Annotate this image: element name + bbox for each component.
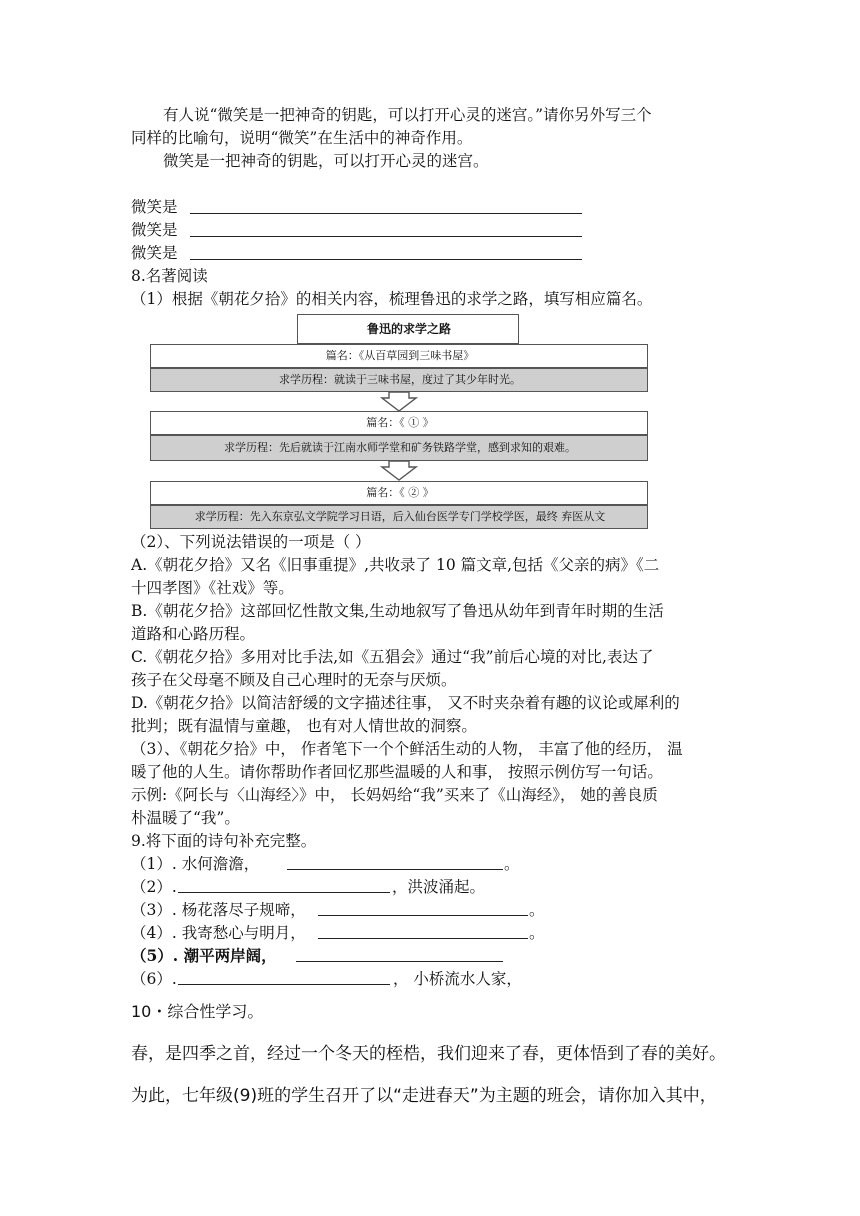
q9-line6-suffix: ， 小桥流水人家， <box>393 970 522 988</box>
down-arrow-icon <box>380 461 418 481</box>
q8-example-line2: 朴温暖了“我”。 <box>131 809 240 827</box>
q9-line5-prefix: （5）. 潮平两岸阔， <box>131 946 277 965</box>
fill-label-1: 微笑是 <box>131 198 178 216</box>
fill-blank-3[interactable] <box>190 259 582 260</box>
q9-line2-blank[interactable] <box>178 892 390 893</box>
study-path-flowchart <box>148 312 650 530</box>
q10-title: 10・综合性学习。 <box>131 1002 264 1021</box>
intro-example: 微笑是一把神奇的钥匙，可以打开心灵的迷宫。 <box>163 152 489 170</box>
flow-step2-title: 篇名：《 ① 》 <box>366 416 434 429</box>
q9-line2-suffix: ，洪波涌起。 <box>392 878 486 896</box>
q9-line3-blank[interactable] <box>318 915 528 916</box>
q9-line3-prefix: （3）. 杨花落尽子规啼， <box>131 901 306 919</box>
q8-title: 8.名著阅读 <box>131 267 208 285</box>
flow-step3-title: 篇名：《 ② 》 <box>366 486 434 499</box>
q8-example-line1: 示例:《阿长与〈山海经〉》中， 长妈妈给“我”买来了《山海经》， 她的善良质 <box>131 786 658 804</box>
flow-step2-desc: 求学历程：先后就读于江南水师学堂和矿务铁路学堂，感到求知的艰难。 <box>224 441 576 454</box>
q9-line1-blank[interactable] <box>287 869 503 870</box>
q9-title: 9.将下面的诗句补充完整。 <box>131 832 317 850</box>
fill-blank-2[interactable] <box>190 236 582 237</box>
q9-line2-prefix: （2）. <box>131 878 177 896</box>
flow-step1-desc: 求学历程：就读于三味书屋，度过了其少年时光。 <box>279 373 521 386</box>
q8-part1: （1）根据《朝花夕拾》的相关内容，梳理鲁迅的求学之路，填写相应篇名。 <box>131 290 653 308</box>
q8-option-c-line1: C.《朝花夕拾》多用对比手法,如《五猖会》通过“我”前后心境的对比,表达了 <box>131 648 654 666</box>
intro-line-1: 有人说“微笑是一把神奇的钥匙，可以打开心灵的迷宫。”请你另外写三个 <box>163 106 652 124</box>
q8-part2: （2）、下列说法错误的一项是（ ） <box>131 533 371 551</box>
flow-step1-title-box <box>150 344 648 368</box>
fill-label-2: 微笑是 <box>131 221 178 239</box>
q9-line4-suffix: 。 <box>529 924 545 942</box>
flow-header: 鲁迅的求学之路 <box>366 322 451 336</box>
fill-blank-1[interactable] <box>190 213 582 214</box>
q9-line1-prefix: （1）. 水何澹澹， <box>131 855 260 873</box>
q9-line3-suffix: 。 <box>529 901 545 919</box>
flow-step1-title: 篇名：《从百草园到三味书屋》 <box>325 349 475 362</box>
q9-line4-blank[interactable] <box>318 938 528 939</box>
q9-line6-prefix: （6）. <box>131 970 177 988</box>
q9-line5-blank[interactable] <box>296 961 503 962</box>
intro-line-2: 同样的比喻句，说明“微笑”在生活中的神奇作用。 <box>131 129 473 147</box>
flow-header-box <box>297 314 519 344</box>
fill-label-3: 微笑是 <box>131 244 178 262</box>
flow-step3-desc: 求学历程：先入东京弘文学院学习日语，后入仙台医学专门学校学医，最终 弃医从文 <box>194 510 606 523</box>
q8-part3-line2: 暖了他的人生。请你帮助作者回忆那些温暖的人和事， 按照示例仿写一句话。 <box>131 763 663 781</box>
q10-paragraph-1: 春，是四季之首，经过一个冬天的桎梏，我们迎来了春，更体悟到了春的美好。 <box>131 1044 726 1064</box>
q8-option-b-line2: 道路和心路历程。 <box>131 625 256 643</box>
down-arrow-icon <box>380 392 418 412</box>
q8-option-d-line1: D.《朝花夕拾》以简洁舒缓的文字描述往事， 又不时夹杂着有趣的议论或犀利的 <box>131 694 680 712</box>
flow-step3-desc-box <box>150 505 648 529</box>
q8-option-c-line2: 孩子在父母毫不顾及自己心理时的无奈与厌烦。 <box>131 671 457 689</box>
flow-step2-title-box <box>150 411 648 435</box>
flow-step1-desc-box <box>150 368 648 392</box>
q9-line1-suffix: 。 <box>504 855 520 873</box>
q9-line6-blank[interactable] <box>178 984 390 985</box>
q8-option-d-line2: 批判；既有温情与童趣， 也有对人情世故的洞察。 <box>131 717 477 735</box>
q8-option-a-line2: 十四孝图》《社戏》等。 <box>131 579 294 597</box>
flow-step3-title-box <box>150 481 648 505</box>
q8-option-b-line1: B.《朝花夕拾》这部回忆性散文集,生动地叙写了鲁迅从幼年到青年时期的生活 <box>131 602 664 620</box>
q10-paragraph-2: 为此，七年级(9)班的学生召开了以“走进春天”为主题的班会，请你加入其中， <box>131 1086 717 1106</box>
q9-line4-prefix: （4）. 我寄愁心与明月， <box>131 924 306 942</box>
q8-option-a-line1: A.《朝花夕拾》又名《旧事重提》,共收录了 10 篇文章,包括《父亲的病》《二 <box>131 556 660 574</box>
flow-step2-desc-box <box>150 435 648 461</box>
q8-part3-line1: （3）、《朝花夕拾》中， 作者笔下一个个鲜活生动的人物， 丰富了他的经历， 温 <box>131 740 683 758</box>
